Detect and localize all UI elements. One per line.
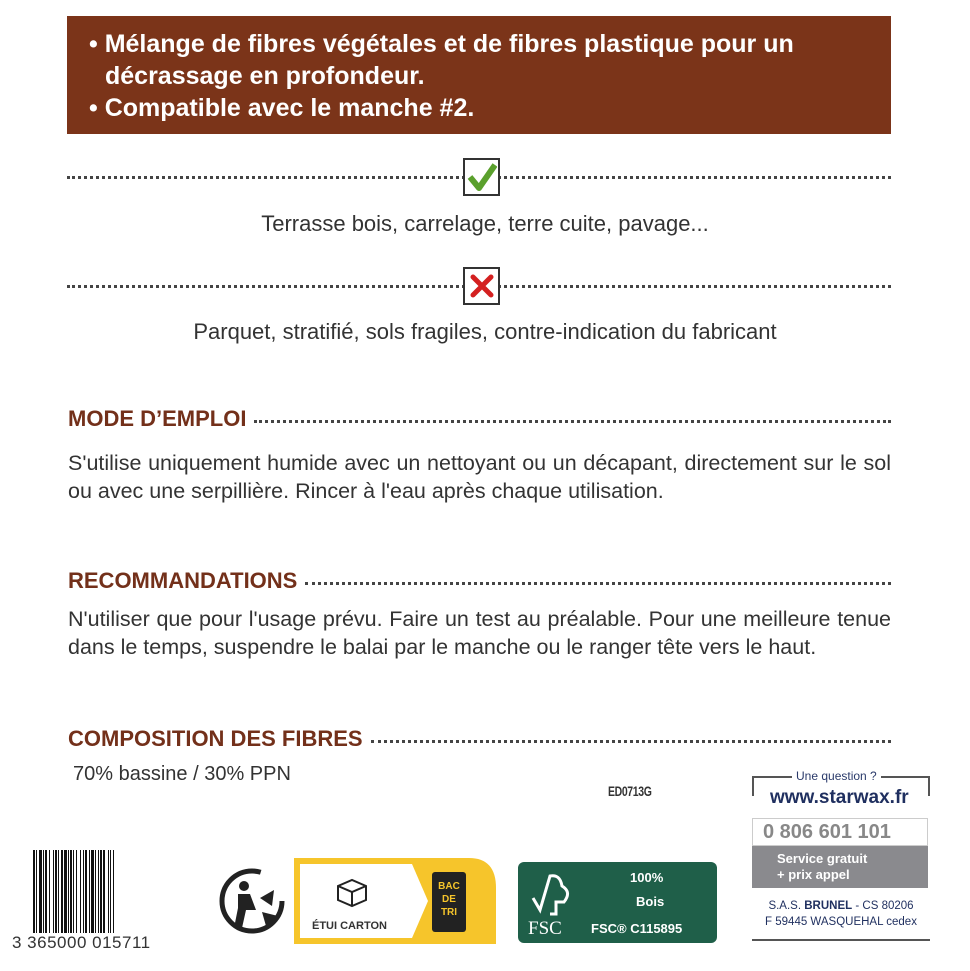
service-info — [752, 846, 928, 888]
fsc-label — [518, 862, 717, 943]
packaging-type: ÉTUI CARTON — [312, 920, 387, 932]
recycling-bin-icon — [432, 872, 466, 932]
service-line: + prix appel — [777, 867, 850, 882]
recommandations-title: RECOMMANDATIONS — [68, 568, 298, 593]
company-prefix: S.A.S. — [768, 900, 802, 912]
mode-emploi-heading — [68, 406, 891, 432]
recommandations-text: N'utiliser que pour l'usage prévu. Faire un test au préalable. Pour une meilleure tenue dans le temps, suspendre le balai par le manche ou le ranger tête vers le haut. — [68, 607, 891, 659]
composition-heading — [68, 726, 891, 752]
bin-label: DE — [442, 894, 456, 905]
unsuitable-surfaces: Parquet, stratifié, sols fragiles, contre-indication du fabricant — [193, 319, 777, 344]
fsc-material: Bois — [636, 894, 665, 909]
phone-number: 0 806 601 101 — [752, 818, 928, 846]
mode-emploi-title: MODE D’EMPLOI — [68, 406, 247, 431]
suitable-surfaces: Terrasse bois, carrelage, terre cuite, pavage... — [261, 211, 709, 236]
fsc-tree-icon — [530, 870, 575, 918]
feature-bullet: • Mélange de fibres végétales et de fibres plastique pour un décrassage en profondeur. — [89, 30, 794, 90]
bin-label: TRI — [440, 907, 458, 918]
triman-recycling-icon — [216, 860, 288, 947]
fsc-logo-text: FSC — [528, 918, 562, 939]
divider — [254, 420, 891, 423]
contact-question: Une question ? — [792, 769, 881, 783]
fsc-license: FSC® C115895 — [591, 921, 683, 936]
bin-label: BAC — [438, 881, 460, 892]
fsc-percent: 100% — [630, 870, 664, 885]
recycling-info-tag — [294, 858, 496, 944]
feature-bullet: • Compatible avec le manche #2. — [89, 94, 475, 122]
carton-box-icon — [334, 876, 370, 910]
product-code: ED0713G — [608, 783, 652, 799]
mode-emploi-text: S'utilise uniquement humide avec un nettoyant ou un décapant, directement sur le sol ou avec une serpillière. Rincer à l'eau après chaque utilisation. — [68, 451, 891, 503]
divider — [371, 740, 891, 743]
barcode-digits: 3 365000 015711 — [12, 933, 151, 952]
company-address — [752, 898, 930, 930]
check-icon — [463, 158, 500, 196]
company-name: BRUNEL — [804, 900, 853, 912]
company-suffix: - CS 80206 — [855, 900, 914, 912]
composition-text: 70% bassine / 30% PPN — [73, 763, 291, 785]
contact-block — [752, 770, 930, 942]
recommandations-heading — [68, 568, 891, 594]
cross-icon — [463, 267, 500, 305]
barcode — [33, 850, 165, 935]
composition-title: COMPOSITION DES FIBRES — [68, 726, 363, 751]
service-line: Service gratuit — [777, 851, 868, 866]
divider — [305, 582, 891, 585]
features-banner — [67, 16, 891, 134]
website-link[interactable]: www.starwax.fr — [770, 787, 909, 808]
address-line: F 59445 WASQUEHAL cedex — [765, 916, 917, 928]
